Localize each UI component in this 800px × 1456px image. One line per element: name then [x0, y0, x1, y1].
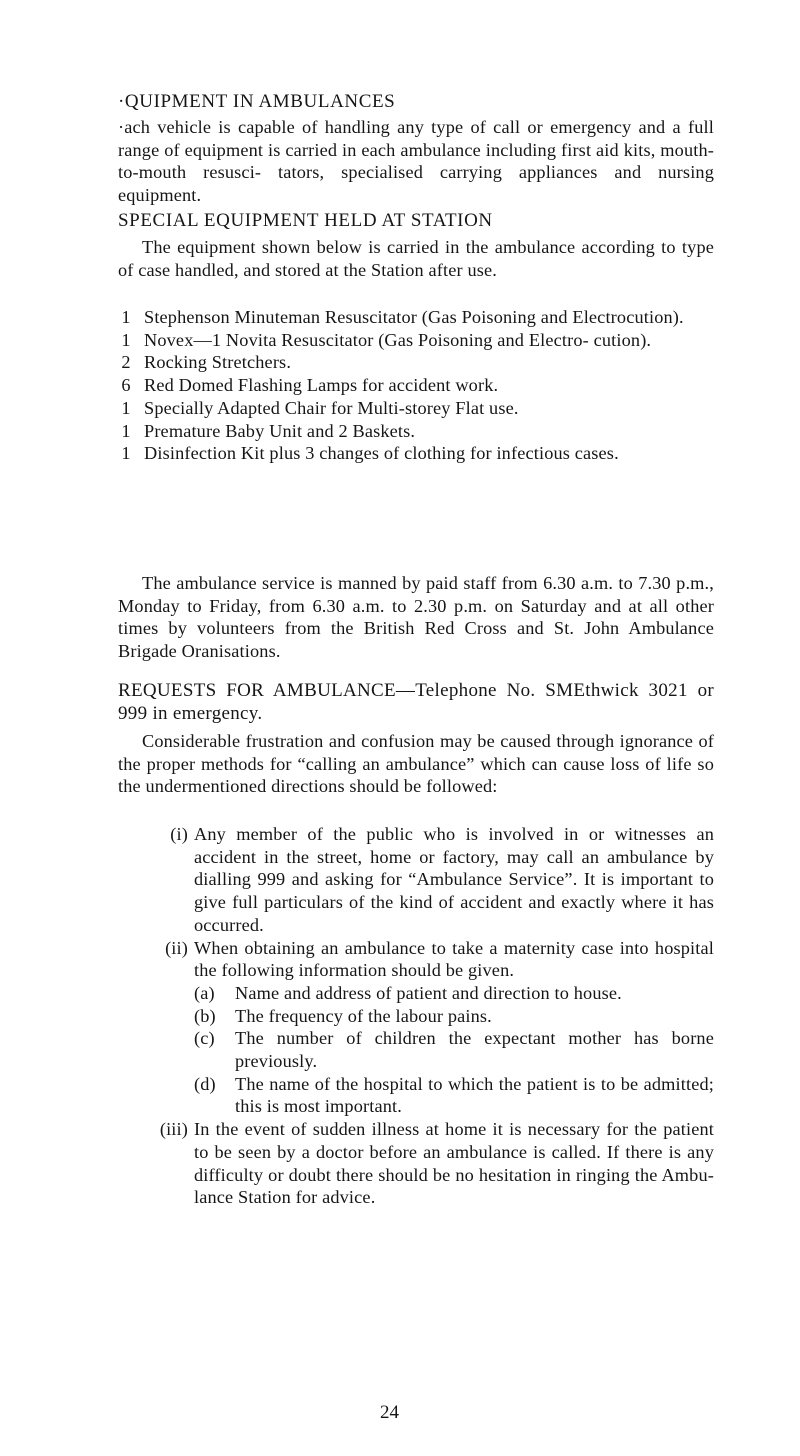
special-equipment-intro: The equipment shown below is carried in the ambulance according to type of case handled, and stored at the Station after use. [118, 237, 714, 280]
item-quantity: 1 [121, 397, 131, 418]
requests-heading: REQUESTS FOR AMBULANCE—Telephone No. SMEthwick 3021 or 999 in emergency. [118, 680, 714, 724]
sub-item-text: The number of children the expectant mother has borne previously. [235, 1028, 714, 1072]
direction-marker: (ii) [165, 937, 188, 958]
list-item [148, 1118, 714, 1209]
list-item [148, 937, 714, 1119]
direction-text: When obtaining an ambulance to take a maternity case into hospital the following information should be given. [194, 937, 714, 981]
requests-intro: Considerable frustration and confusion may be caused through ignorance of the proper methods for “calling an ambulance” which can cause loss of life so the undermentioned directions should be followed: [118, 731, 714, 797]
item-quantity: 1 [121, 307, 131, 327]
item-text: Specially Adapted Chair for Multi-storey Flat use. [144, 397, 519, 418]
list-item [118, 351, 714, 374]
equipment-list [118, 306, 714, 465]
equipment-text: ·ach vehicle is capable of handling any type of call or emergency and a full range of equipment is carried in each ambulance including first aid kits, mouth-to-mouth resusci- tators, specialised carrying appliances and nursing equipment. [118, 117, 714, 206]
list-item [194, 982, 714, 1005]
item-text: Rocking Stretchers. [144, 352, 292, 373]
item-quantity: 1 [121, 443, 131, 464]
item-text: Stephenson Minuteman Resuscitator (Gas Poisoning and Electrocution). [144, 307, 684, 327]
list-item [118, 374, 714, 397]
item-quantity: 1 [121, 420, 131, 441]
list-item [194, 1027, 714, 1072]
list-item [194, 1073, 714, 1118]
item-quantity: 2 [121, 352, 131, 373]
list-item [148, 823, 714, 937]
list-item [118, 420, 714, 443]
page-number: 24 [380, 1402, 399, 1423]
item-text: Disinfection Kit plus 3 changes of clothing for infectious cases. [144, 443, 619, 464]
list-item [118, 329, 714, 352]
item-text: Red Domed Flashing Lamps for accident work. [144, 375, 499, 396]
sub-item-marker: (a) [194, 982, 215, 1003]
item-quantity: 1 [121, 329, 131, 350]
sub-item-text: Name and address of patient and direction to house. [235, 982, 622, 1003]
sub-item-marker: (d) [194, 1073, 216, 1094]
sub-item-text: The frequency of the labour pains. [235, 1005, 492, 1026]
list-item [118, 442, 714, 465]
item-text: Novex—1 Novita Resuscitator (Gas Poisoning and Electro- cution). [144, 329, 652, 350]
list-item [118, 306, 714, 329]
equipment-heading: ·QUIPMENT IN AMBULANCES [118, 91, 396, 112]
sub-item-text: The name of the hospital to which the patient is to be admitted; this is most important. [235, 1073, 714, 1117]
direction-marker: (i) [170, 824, 188, 844]
sub-item-marker: (b) [194, 1005, 216, 1026]
maternity-info-list [194, 982, 714, 1118]
directions-list [148, 823, 714, 1209]
direction-marker: (iii) [159, 1119, 188, 1140]
list-item [118, 397, 714, 420]
direction-text: In the event of sudden illness at home it is necessary for the patient to be seen by a doctor before an ambulance is called. If there is any difficulty or doubt there should be no hesitation in ringing the Ambu- lance Station for advice. [194, 1119, 714, 1208]
list-item [194, 1005, 714, 1028]
direction-text: Any member of the public who is involved in or witnesses an accident in the street, home or factory, may call an ambulance by dialling 999 and asking for “Ambulance Service”. It is important to give full particulars of the kind of accident and exactly where it has occurred. [194, 824, 714, 935]
sub-item-marker: (c) [194, 1028, 215, 1049]
item-quantity: 6 [121, 375, 131, 396]
special-equipment-heading: SPECIAL EQUIPMENT HELD AT STATION [118, 210, 493, 231]
service-hours-text: The ambulance service is manned by paid staff from 6.30 a.m. to 7.30 p.m., Monday to Friday, from 6.30 a.m. to 2.30 p.m. on Saturday and at all other times by volunteers from the British Red Cross and St. John Ambulance Brigade Oranisations. [118, 573, 714, 662]
item-text: Premature Baby Unit and 2 Baskets. [144, 420, 416, 441]
